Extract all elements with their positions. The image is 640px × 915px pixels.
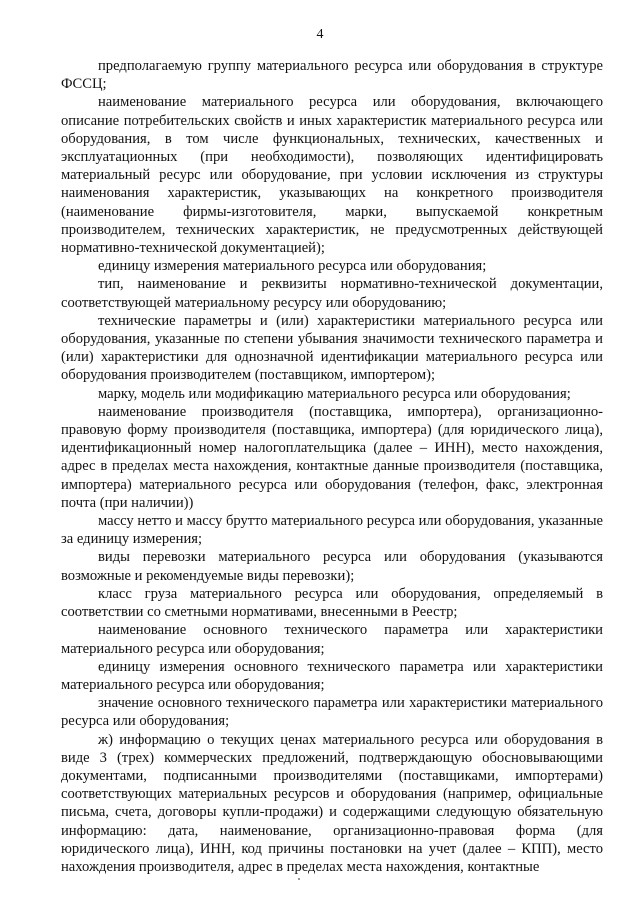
paragraph-main-param-value: значение основного технического параметра или характеристики материального ресурса или оборудования; <box>61 695 603 730</box>
paragraph-resource-name: наименование материального ресурса или оборудования, включающего описание потребительских свойств и иных характеристик материального ресурса или оборудования, в том числе функциональных, технических, качественных и эксплуатационных (при необходимости), позволяющих идентифицировать материальный ресурс или оборудование, при условии исключения из структуры наименования характеристик, указывающих на конкретного производителя (наименование фирмы-изготовителя, марки, выпускаемой конкретным производителем, технических характеристик, не предусмотренных действующей нормативно-технической документацией); <box>61 94 603 257</box>
paragraph-manufacturer: наименование производителя (поставщика, импортера), организационно-правовую форму производителя (поставщика, импортера) (для юридического лица), идентификационный номер налогоплательщика (далее – ИНН), место нахождения, адрес в пределах места нахождения, контактные данные производителя (поставщика, импортера) материального ресурса или оборудования (телефон, факс, электронная почта (при наличии)) <box>61 403 603 511</box>
paragraph-doc-type: тип, наименование и реквизиты нормативно-технической документации, соответствующей материальному ресурсу или оборудованию; <box>61 276 603 311</box>
paragraph-transport: виды перевозки материального ресурса или оборудования (указываются возможные и рекомендуемые виды перевозки); <box>61 549 603 584</box>
paragraph-group-fsssc: предполагаемую группу материального ресурса или оборудования в структуре ФССЦ; <box>61 58 603 93</box>
paragraph-mass: массу нетто и массу брутто материального ресурса или оборудования, указанные за единицу измерения; <box>61 513 603 548</box>
paragraph-tech-params: технические параметры и (или) характеристики материального ресурса или оборудования, указанные по степени убывания значимости технического параметра и (или) характеристики для однозначной идентификации материального ресурса или оборудования производителем (поставщиком, импортером); <box>61 312 603 384</box>
paragraph-brand-model: марку, модель или модификацию материального ресурса или оборудования; <box>98 385 571 402</box>
scan-speck <box>298 878 300 880</box>
paragraph-cargo-class: класс груза материального ресурса или оборудования, определяемый в соответствии со сметными нормативами, внесенными в Реестр; <box>61 585 603 621</box>
paragraph-main-param-name: наименование основного технического параметра или характеристики материального ресурса или оборудования; <box>61 622 603 657</box>
paragraph-price-info: ж) информацию о текущих ценах материального ресурса или оборудования в виде 3 (трех) коммерческих предложений, подтверждающую обосновывающими документами, подписанными производителями (поставщиками, импортерами) соответствующих материальных ресурсов и оборудования (например, официальные письма, счета, договоры купли-продажи) и содержащими следующую обязательную информацию: дата, наименование, организационно-правовая форма (для юридического лица), ИНН, код причины постановки на учет (далее – КПП), место нахождения производителя, адрес в пределах места нахождения, контактные <box>61 731 603 875</box>
paragraph-main-param-unit: единицу измерения основного технического параметра или характеристики материального ресурса или оборудования; <box>61 658 603 693</box>
paragraph-unit: единицу измерения материального ресурса или оборудования; <box>98 258 487 275</box>
page-number: 4 <box>316 27 324 42</box>
document-body <box>61 57 603 876</box>
